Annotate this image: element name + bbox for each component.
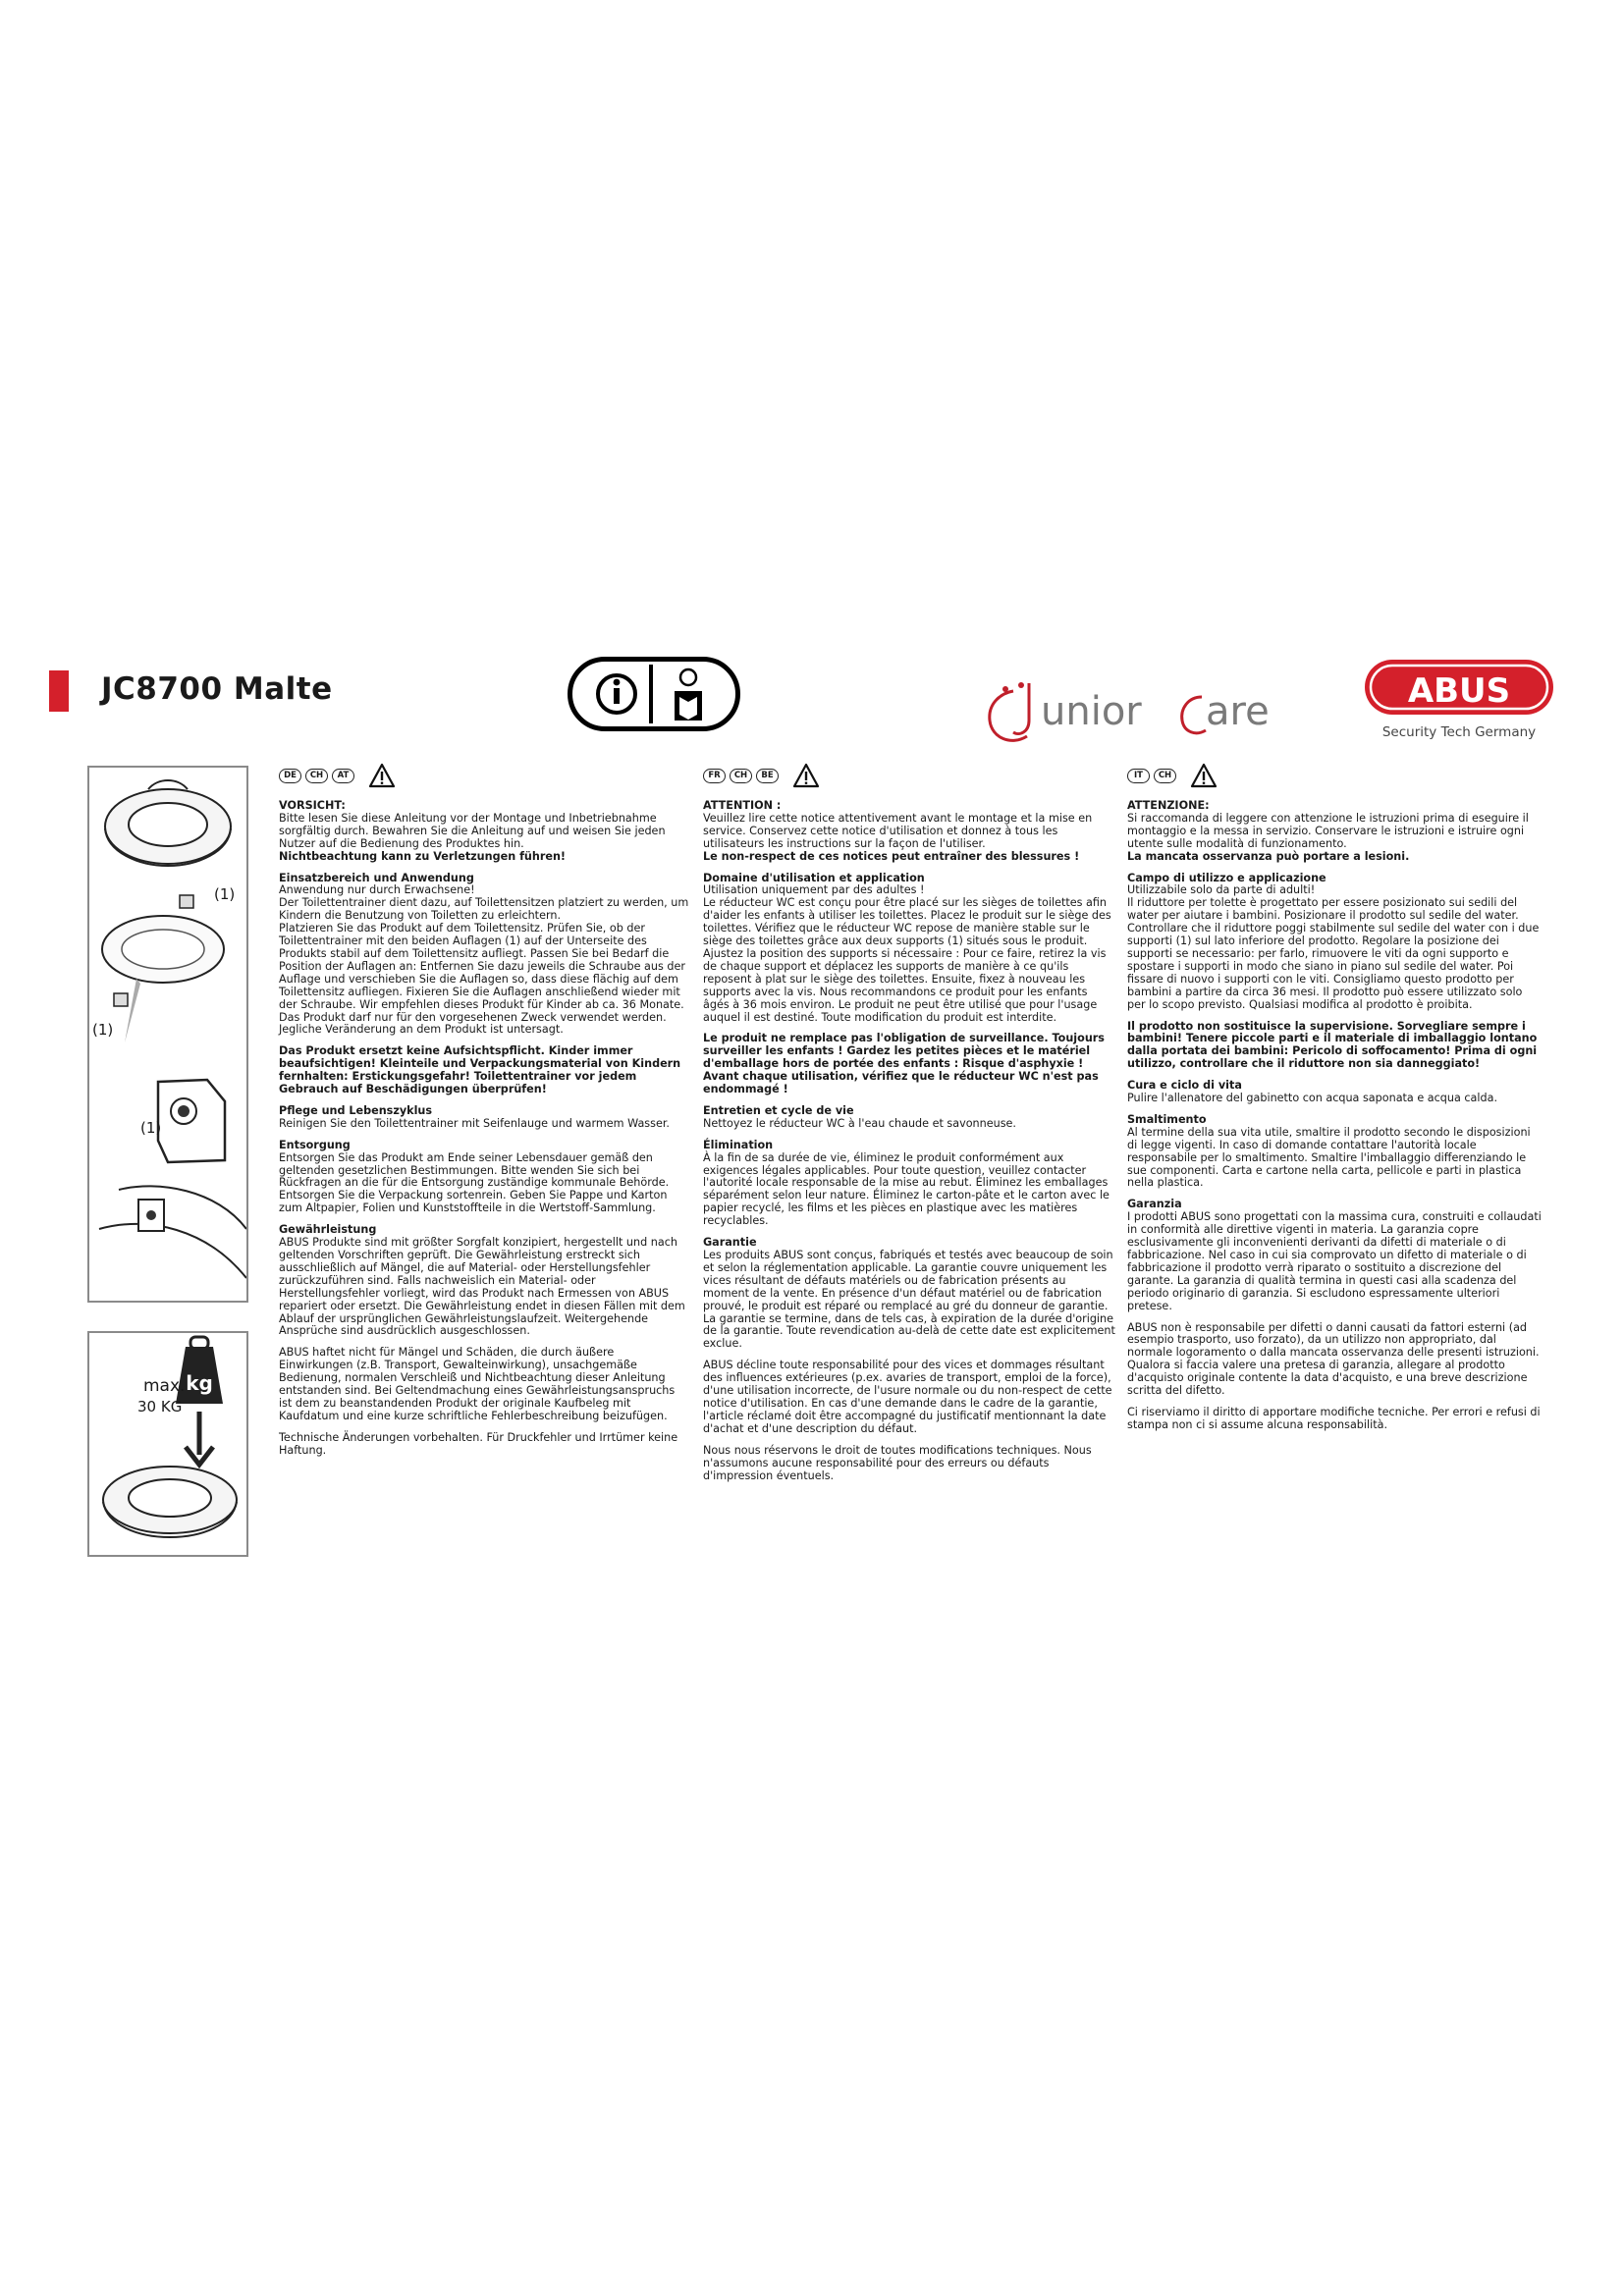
- section-body: I prodotti ABUS sono progettati con la massima cura, construiti e collaudati in conformità alle direttive vigenti in materia. La garanzia copre esclusivamente gli inconvenienti derivanti da difetti di materiale o di fabbricazione. Nel caso in cui sia comprovato un difetto di materiale o di fabbricazione il prodotto verrà riparato o sostituito a discrezione del garante. La garanzia di qualità termina in questi casi alla scadenza del periodo originario di garanzia. Si escludono espressamente ulteriori pretese.: [1127, 1210, 1542, 1312]
- section-body: ABUS Produkte sind mit größter Sorgfalt konzipiert, hergestellt und nach geltenden Vorschriften geprüft. Die Gewährleistung erstreckt sich ausschließlich auf Mängel, die auf Material- oder Herstellungsfehler zurückzuführen sind. Falls nachweislich ein Material- oder Herstellungsfehler vorliegt, wird das Produkt nach Ermessen von ABUS repariert oder ersetzt. Die Gewährleistung endet in diesen Fällen mit dem Ablauf der ursprünglichen Gewährleistungslaufzeit. Weitergehende Ansprüche sind ausdrücklich ausgeschlossen.: [279, 1236, 685, 1338]
- text-section: [703, 1360, 1115, 1435]
- text-section: [1127, 800, 1543, 864]
- section-heading: Campo di utilizzo e applicazione: [1127, 871, 1326, 884]
- section-body: Le réducteur WC est conçu pour être placé sur les sièges de toilettes afin d'aider les enfants à utiliser les toilettes. Placez le produit sur le siège des toilettes. Vérifiez que le réducteur WC repose de manière stable sur le siège des toilettes grâce aux deux supports (1) situés sous le produit. Ajustez la position des supports si nécessaire : Pour ce faire, retirez la vis de chaque support et déplacez les supports de manière à ce qu'ils reposent à plat sur le siège des toilettes. Ensuite, fixez à nouveau les supports avec la vis. Nous recommandons ce produit pour les enfants âgés à 36 mois environ. Le produit ne peut être utilisé que pour l'usage auquel il est destiné. Toute modification du produit est interdite.: [703, 896, 1111, 1024]
- section-heading: VORSICHT:: [279, 799, 346, 812]
- warning-triangle-icon: [792, 763, 820, 788]
- column-it: [1127, 762, 1543, 1441]
- section-body: ABUS haftet nicht für Mängel und Schäden, die durch äußere Einwirkungen (z.B. Transport, Gewalteinwirkung), unsachgemäße Bedienung, normalen Verschleiß und Nichtbeachtung dieser Anleitung entstanden sind. Bei Geltendmachung eines Gewährleistungsanspruchs ist dem zu beanstandenden Produkt der originale Kaufbeleg mit Kaufdatum und eine kurze schriftliche Fehlerbeschreibung beizufügen.: [279, 1346, 676, 1422]
- section-heading: Élimination: [703, 1138, 774, 1151]
- section-heading: ATTENZIONE:: [1127, 799, 1210, 812]
- text-section: [1127, 1407, 1543, 1432]
- text-section: [1127, 873, 1543, 1012]
- abus-logo-text: ABUS: [1407, 671, 1511, 711]
- country-code-ch: CH: [1154, 769, 1176, 783]
- section-heading: Entsorgung: [279, 1138, 351, 1151]
- text-section: [279, 1347, 691, 1422]
- callout-label-2: (1): [92, 1021, 114, 1039]
- country-code-fr: FR: [703, 769, 726, 783]
- text-section: [703, 1445, 1115, 1483]
- country-code-de: DE: [279, 769, 301, 783]
- section-warning: Il prodotto non sostituisce la supervisione. Sorvegliare sempre i bambini! Tenere piccole parti e il materiale di imballaggio lontano dalla portata dei bambini: Pericolo di soffocamento! Prima di ogni utilizzo, controllare che il riduttore non sia danneggiato!: [1127, 1019, 1538, 1071]
- junior-care-logo: [984, 664, 1288, 752]
- read-manual-icon: [572, 662, 735, 726]
- max-weight-figure: [87, 1331, 248, 1557]
- section-body: Entsorgen Sie das Produkt am Ende seiner Lebensdauer gemäß den geltenden gesetzlichen Bestimmungen. Bitte wenden Sie sich bei Rückfragen an die für die Entsorgung zuständige kommunale Behörde. Entsorgen Sie die Verpackung sortenrein. Geben Sie Pappe und Karton zum Altpapier, Folien und Kunststoffteile in die Wertstoff-Sammlung.: [279, 1150, 670, 1215]
- text-section: [1127, 1322, 1543, 1398]
- abus-logo: [1361, 656, 1557, 748]
- section-body: Si raccomanda di leggere con attenzione le istruzioni prima di eseguire il montaggio e la messa in servizio. Conservare le istruzioni e istruire ogni utente sulle modalità di funzionamento.: [1127, 811, 1529, 850]
- section-body: Nettoyez le réducteur WC à l'eau chaude et savonneuse.: [703, 1116, 1016, 1130]
- section-body: À la fin de sa durée de vie, éliminez le produit conformément aux exigences légales applicables. Pour toute question, veuillez contacter l'autorité locale responsable de la mise au rebut. Éliminez les emballages séparément selon leur nature. Éliminez le carton-pâte et le carton avec le papier recyclé, les films et les pièces en plastique avec les matières recyclables.: [703, 1150, 1110, 1228]
- column-fr: [703, 762, 1115, 1491]
- column-de: [279, 762, 691, 1467]
- section-heading: Gewährleistung: [279, 1223, 377, 1237]
- section-body: Bitte lesen Sie diese Anleitung vor der Montage und Inbetriebnahme sorgfältig durch. Bewahren Sie die Anleitung auf und weisen Sie jeden Nutzer auf die Bedienung des Produktes hin.: [279, 811, 666, 850]
- section-body: Anwendung nur durch Erwachsene!: [279, 883, 475, 897]
- country-code-be: BE: [756, 769, 779, 783]
- section-heading: ATTENTION :: [703, 799, 782, 812]
- callout-label-3: (1): [140, 1119, 162, 1137]
- product-title: JC8700 Malte: [101, 671, 333, 707]
- text-section: [279, 873, 691, 1038]
- kg-weight-icon: kg: [186, 1371, 213, 1395]
- country-code-ch: CH: [730, 769, 752, 783]
- text-section: [703, 1140, 1115, 1228]
- section-heading: Entretien et cycle de vie: [703, 1103, 854, 1117]
- section-heading: Smaltimento: [1127, 1112, 1207, 1126]
- country-code-it: IT: [1127, 769, 1150, 783]
- text-section: [279, 1045, 691, 1096]
- text-section: [1127, 1199, 1543, 1312]
- section-warning: Nichtbeachtung kann zu Verletzungen führen!: [279, 849, 567, 863]
- section-warning: La mancata osservanza può portare a lesioni.: [1127, 849, 1410, 863]
- section-body: Veuillez lire cette notice attentivement avant le montage et la mise en service. Conservez cette notice d'utilisation et donnez à tous les utilisateurs les instructions sur la façon de l'utiliser.: [703, 811, 1093, 850]
- section-warning: Le non-respect de ces notices peut entraîner des blessures !: [703, 849, 1080, 863]
- section-heading: Domaine d'utilisation et application: [703, 871, 925, 884]
- warning-triangle-icon: [368, 763, 396, 788]
- section-heading: Einsatzbereich und Anwendung: [279, 871, 474, 884]
- country-flags: [703, 762, 1115, 789]
- section-body: ABUS décline toute responsabilité pour des vices et dommages résultant des influences extérieures (p.ex. avaries de transport, emploi de la force), d'une utilisation incorrecte, de l'usure normale ou du non-respect de cette notice d'utilisation. En cas d'une demande dans le cadre de la garantie, l'article réclamé doit être accompagné du justificatif mentionnant la date d'achat et d'une description du défaut.: [703, 1359, 1112, 1435]
- text-section: [279, 1224, 691, 1338]
- svg-text:are: are: [1206, 689, 1270, 734]
- text-section: [1127, 1021, 1543, 1072]
- country-flags: [279, 762, 691, 789]
- country-code-at: AT: [332, 769, 354, 783]
- section-body: Pulire l'allenatore del gabinetto con acqua saponata e acqua calda.: [1127, 1092, 1498, 1105]
- accent-bar: [49, 670, 69, 712]
- section-heading: Pflege und Lebenszyklus: [279, 1103, 433, 1117]
- max-weight-label: 30 KG: [137, 1398, 183, 1415]
- abus-tagline: Security Tech Germany: [1381, 724, 1537, 740]
- section-body: ABUS non è responsabile per difetti o danni causati da fattori esterni (ad esempio trasporto, uso forzato), da un utilizzo non appropriato, dal normale logoramento o dalla mancata osservanza delle presenti istruzioni. Qualora si faccia valere una pretesa di garanzia, allegare al prodotto d'acquisto originale contente la data d'acquisto, e una breve descrizione scritta del difetto.: [1127, 1320, 1540, 1398]
- country-flags: [1127, 762, 1543, 789]
- section-body: Der Toilettentrainer dient dazu, auf Toilettensitzen platziert zu werden, um Kindern die Benutzung von Toiletten zu erleichtern.: [279, 896, 689, 923]
- section-body: Al termine della sua vita utile, smaltire il prodotto secondo le disposizioni di legge vigenti. In caso di domande contattare l'autorità locale responsabile per lo smaltimento. Smaltire l'imballaggio differenziando le sue componenti. Carta e cartone nella carta, pellicole e parti in plastica nella plastica.: [1127, 1125, 1531, 1190]
- section-body: Technische Änderungen vorbehalten. Für Druckfehler und Irrtümer keine Haftung.: [279, 1430, 678, 1457]
- section-body: Il riduttore per tolette è progettato per essere posizionato sui sedili del water per aiutare i bambini. Posizionare il prodotto sul sedile del water. Controllare che il riduttore poggi stabilmente sul sedile del water con i due supporti (1) sul lato inferiore del prodotto. Regolare la posizione dei supporti se necessario: per farlo, rimuovere le viti da ogni supporto e spostare i supporti in modo che siano in piano sul sedile del water. Poi fissare di nuovo i supporti con le viti. Consigliamo questo prodotto per bambini a partire da circa 36 mesi. Il prodotto può essere utilizzato solo per lo scopo previsto. Qualsiasi modifica al prodotto è proibita.: [1127, 896, 1540, 1011]
- section-heading: Garanzia: [1127, 1198, 1182, 1211]
- svg-text:unior: unior: [1041, 689, 1142, 734]
- section-body: Reinigen Sie den Toilettentrainer mit Seifenlauge und warmem Wasser.: [279, 1116, 670, 1130]
- callout-label-1: (1): [214, 885, 236, 903]
- section-heading: Garantie: [703, 1236, 757, 1250]
- text-section: [703, 873, 1115, 1025]
- text-section: [1127, 1114, 1543, 1190]
- country-code-ch: CH: [305, 769, 328, 783]
- read-manual-badge: [568, 657, 740, 731]
- section-warning: Le produit ne remplace pas l'obligation de surveillance. Toujours surveiller les enfants ! Gardez les petites pièces et le matériel d'emballage hors de portée des enfants : Risque d'asphyxie ! Avant chaque utilisation, vérifiez que le réducteur WC n'est pas endommagé !: [703, 1032, 1105, 1096]
- section-warning: Das Produkt ersetzt keine Aufsichtspflicht. Kinder immer beaufsichtigen! Kleinteile und Verpackungsmaterial von Kindern fernhalten: Erstickungsgefahr! Toilettentrainer vor jedem Gebrauch auf Beschädigungen überprüfen!: [279, 1044, 681, 1096]
- text-section: [703, 800, 1115, 864]
- section-body: Platzieren Sie das Produkt auf dem Toilettensitz. Prüfen Sie, ob der Toilettentrainer mit den beiden Auflagen (1) auf der Unterseite des Produkts stabil auf dem Toilettensitz aufliegt. Passen Sie bei Bedarf die Position der Auflagen an: Entfernen Sie dazu jeweils die Schraube aus der Auflage und verschieben Sie die Auflagen so, dass diese flächig auf dem Toilettensitz aufliegen. Fixieren Sie die Auflagen anschließend wieder mit der Schraube. Wir empfehlen dieses Produkt für Kinder ab ca. 36 Monate. Das Produkt darf nur für den vorgesehenen Zweck verwendet werden. Jegliche Veränderung an dem Produkt ist untersagt.: [279, 922, 685, 1037]
- warning-triangle-icon: [1190, 763, 1218, 788]
- section-body: Ci riserviamo il diritto di apportare modifiche tecniche. Per errori e refusi di stampa non ci si assume alcuna responsabilità.: [1127, 1405, 1541, 1431]
- text-section: [1127, 1080, 1543, 1105]
- section-body: Utilisation uniquement par des adultes !: [703, 883, 925, 897]
- section-body: Utilizzabile solo da parte di adulti!: [1127, 883, 1316, 897]
- text-section: [279, 1432, 691, 1458]
- max-label: max.: [143, 1376, 186, 1396]
- text-section: [703, 1033, 1115, 1096]
- text-section: [279, 1105, 691, 1131]
- section-heading: Cura e ciclo di vita: [1127, 1079, 1242, 1093]
- section-body: Nous nous réservons le droit de toutes modifications techniques. Nous n'assumons aucune responsabilité pour des erreurs ou défauts d'impression éventuels.: [703, 1443, 1092, 1482]
- text-section: [703, 1237, 1115, 1351]
- section-body: Les produits ABUS sont conçus, fabriqués et testés avec beaucoup de soin et selon la réglementation applicable. La garantie couvre uniquement les vices résultant de défauts matériels ou de fabrication présents au moment de la vente. En présence d'un défaut matériel ou de fabrication prouvé, le produit est réparé ou remplacé au gré du donneur de garantie. La garantie se termine, dans de tels cas, à expiration de la durée d'origine de la garantie. Toute revendication au-delà de cette date est explicitement exclue.: [703, 1249, 1115, 1351]
- text-section: [703, 1105, 1115, 1131]
- text-section: [279, 800, 691, 864]
- text-section: [279, 1140, 691, 1215]
